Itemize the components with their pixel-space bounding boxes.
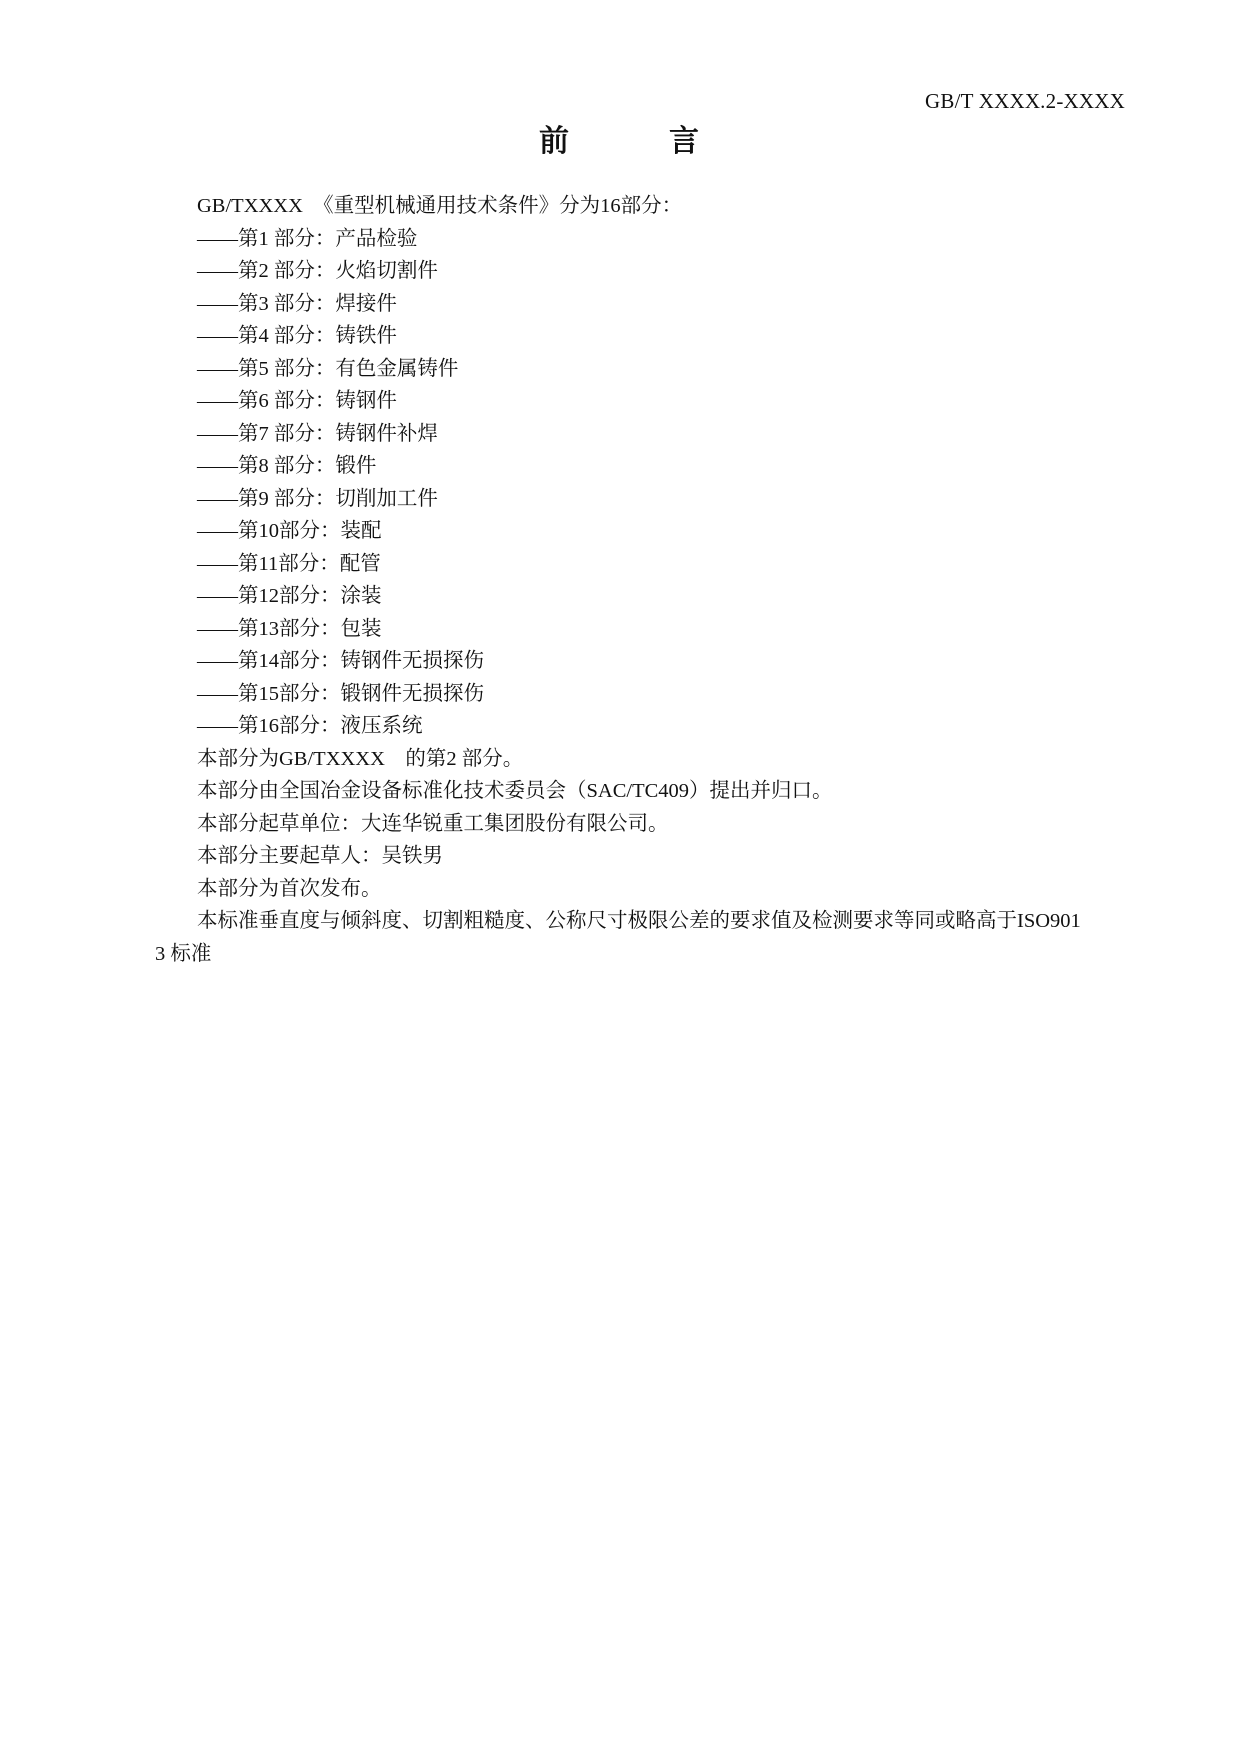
title-char-right: 言 (669, 124, 701, 159)
intro-line: GB/TXXXX 《重型机械通用技术条件》分为16部分： (197, 195, 683, 217)
final-paragraph: 本标准垂直度与倾斜度、切割粗糙度、公称尺寸极限公差的要求值及检测要求等同或略高于ISO9013 标准 (155, 910, 1081, 965)
part-item: ——第11部分：配管 (197, 552, 381, 575)
statement-line: 本部分主要起草人：吴铁男 (197, 845, 443, 867)
document-body (155, 190, 1085, 970)
part-item: ——第7 部分：铸钢件补焊 (197, 422, 438, 445)
part-item: ——第14部分：铸钢件无损探伤 (197, 650, 484, 672)
part-item: ——第15部分：锻钢件无损探伤 (197, 682, 484, 705)
statement-line: 本部分为GB/TXXXX 的第2 部分。 (197, 747, 524, 770)
statement-line: 本部分起草单位：大连华锐重工集团股份有限公司。 (197, 812, 669, 835)
part-item: ——第5 部分：有色金属铸件 (197, 357, 459, 380)
part-item: ——第9 部分：切削加工件 (197, 487, 438, 510)
part-item: ——第16部分：液压系统 (197, 715, 423, 737)
document-code: GB/T XXXX.2-XXXX (925, 89, 1125, 113)
part-item: ——第8 部分：锻件 (197, 455, 377, 477)
part-item: ——第13部分：包装 (197, 617, 382, 640)
part-item: ——第12部分：涂装 (197, 585, 382, 607)
page-title (0, 122, 1240, 162)
statement-line: 本部分为首次发布。 (197, 877, 382, 900)
part-item: ——第1 部分：产品检验 (197, 227, 418, 250)
part-item: ——第6 部分：铸钢件 (197, 390, 397, 412)
part-item: ——第4 部分：铸铁件 (197, 325, 397, 347)
statement-line: 本部分由全国冶金设备标准化技术委员会（SAC/TC409）提出并归口。 (197, 780, 833, 802)
part-item: ——第10部分：装配 (197, 520, 382, 542)
part-item: ——第3 部分：焊接件 (197, 292, 397, 315)
part-item: ——第2 部分：火焰切割件 (197, 260, 438, 282)
title-char-left: 前 (539, 124, 571, 159)
